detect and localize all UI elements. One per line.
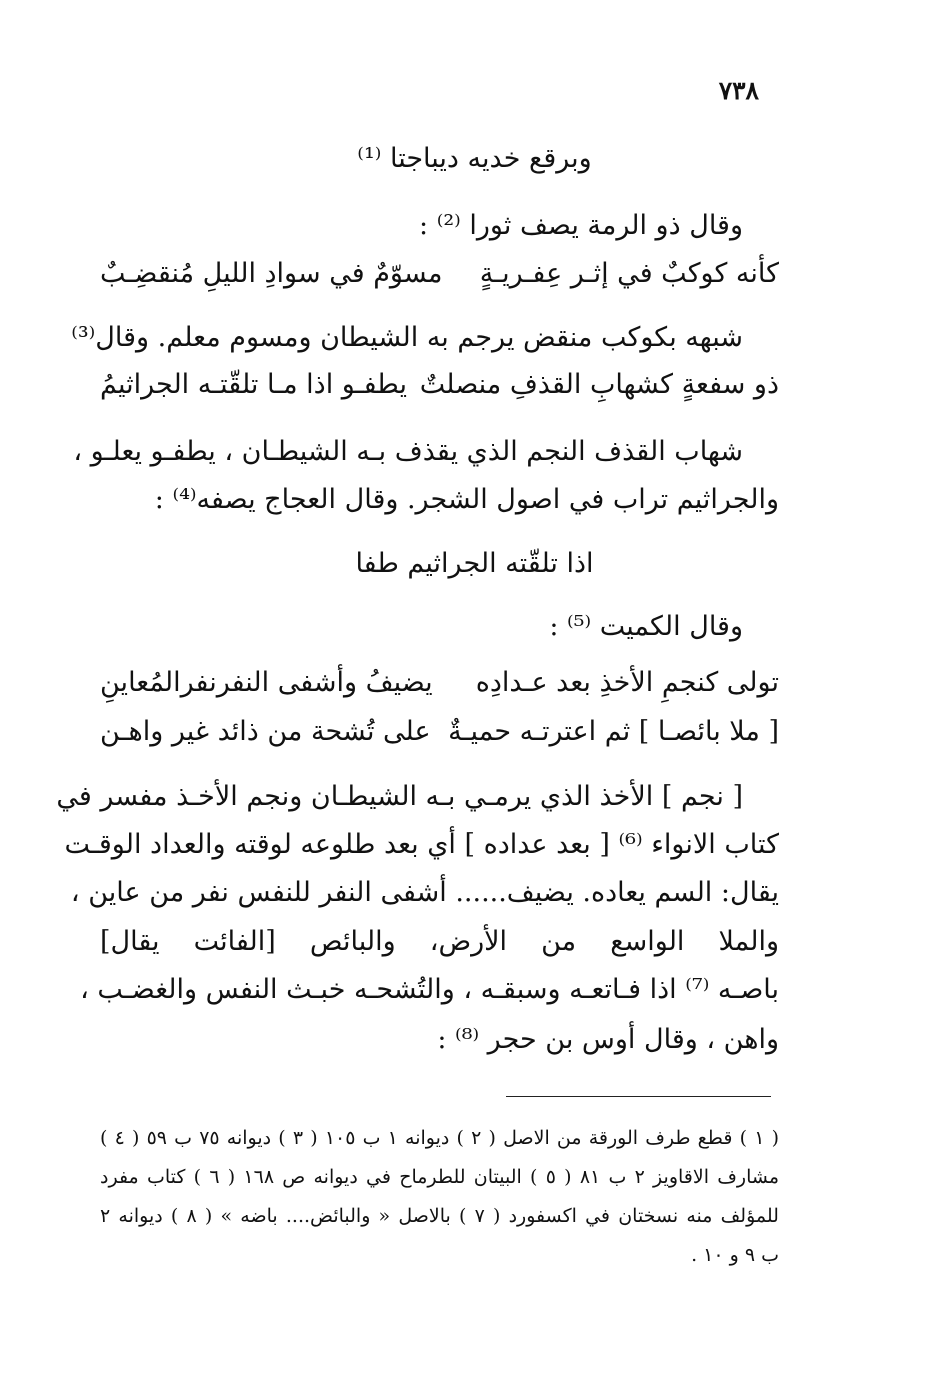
verse-hemistich: يطفـو اذا مـا تلقّتـه الجراثيمُ: [100, 369, 407, 400]
prose-line: شبهه بكوكب منقض يرجم به الشيطان ومسوم معلم. وقال⁽³⁾: [71, 322, 743, 353]
prose-line: كتاب الانواء ⁽⁶⁾ [ بعد عداده ] أي بعد طلوعه لوقته والعداد الوقـت: [64, 829, 779, 860]
intro-line: وقال الكميت ⁽⁵⁾ :: [549, 611, 743, 642]
prose-line: شهاب القذف النجم الذي يقذف بـه الشيطـان ، يطفـو يعلـو ،: [73, 436, 743, 467]
verse-line: [100, 254, 779, 294]
prose-line: والجراثيم تراب في اصول الشجر. وقال العجاج يصفه⁽⁴⁾ :: [154, 484, 779, 515]
verse-hemistich: ذو سفعةٍ كشهابِ القذفِ منصلتٌ: [419, 369, 779, 400]
verse-line: [100, 712, 779, 752]
intro-line: وقال ذو الرمة يصف ثورا ⁽²⁾ :: [419, 210, 743, 241]
verse-hemistich: على تُشحة من ذائد غير واهـن: [100, 716, 431, 747]
verse-fragment: اذا تلقّته الجراثيم طفا: [355, 548, 594, 579]
prose-line: يقال: السم يعاده. يضيف...... أشفى النفر للنفس نفر من عاين ،: [70, 877, 779, 908]
page-number: ٧٣٨: [718, 76, 759, 105]
verse-hemistich: كأنه كوكبٌ في إثـر عِفـريـةٍ: [479, 258, 779, 289]
verse-line: [100, 663, 779, 703]
verse-hemistich: مسوّمٌ في سوادِ الليلِ مُنقضِـبٌ: [100, 258, 443, 289]
footnote-line: ( ١ ) قطع طرف الورقة من الاصل ( ٢ ) ديوانه ١ ب ١٠٥ ( ٣ ) ديوانه ٧٥ ب ٥٩ ( ٤ ): [100, 1127, 779, 1149]
verse-hemistich: يضيفُ وأشفى النفرنفرالمُعاينِ: [100, 667, 433, 698]
verse-line: [100, 365, 779, 405]
verse-hemistich: تولى كنجمِ الأخذِ بعد عـدادِه: [475, 667, 779, 698]
prose-line: باصـه ⁽⁷⁾ اذا فـاتعـه وسبقـه ، والتُشحـه خبـث النفس والغضـب ،: [80, 974, 779, 1005]
verse-fragment: وبرقع خديه ديباجتا ⁽¹⁾: [357, 143, 592, 174]
footnote-line: مشارف الاقاويز ٢ ب ٨١ ( ٥ ) البيتان للطرماح في ديوانه ص ١٦٨ ( ٦ ) كتاب مفرد: [100, 1166, 780, 1188]
footnote-divider: [506, 1096, 771, 1097]
footnote-line: ب ٩ و ١٠ .: [691, 1244, 779, 1266]
prose-line: والملا الواسع من الأرض، والبائص [الفائت يقال]: [100, 926, 779, 957]
prose-line: [ نجم ] الأخذ الذي يرمـي بـه الشيطـان ونجم الأخـذ مفسر في: [56, 781, 743, 812]
verse-hemistich: [ ملا بائصـا ] ثم اعترتـه حميـةٌ: [448, 716, 779, 747]
prose-line: واهن ، وقال أوس بن حجر ⁽⁸⁾ :: [437, 1024, 779, 1055]
footnote-line: للمؤلف منه نسختان في اكسفورد ( ٧ ) بالاصل « والبائض.... باضه » ( ٨ ) ديوانه ٢: [100, 1205, 779, 1227]
